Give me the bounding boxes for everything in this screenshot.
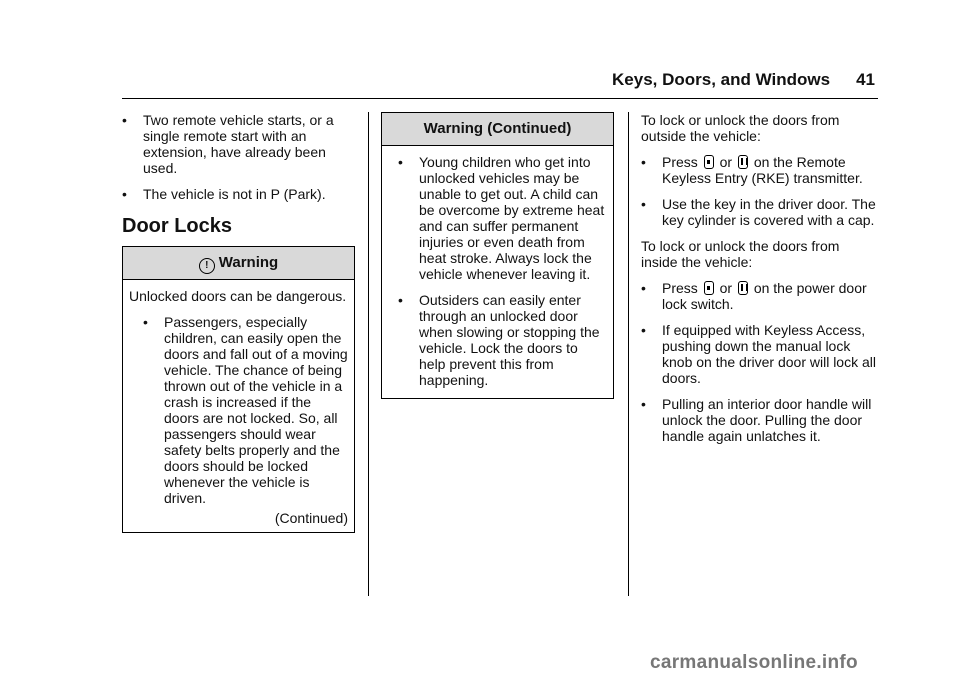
- press-label: Press: [662, 154, 698, 170]
- warning-header: [123, 247, 354, 280]
- bullet-mark: •: [641, 322, 646, 338]
- warning-icon: !: [199, 258, 215, 274]
- bullet-mark: •: [398, 154, 403, 170]
- warning-body: [382, 146, 613, 398]
- bullet-mark: •: [122, 186, 127, 202]
- unlock-icon: [738, 155, 748, 169]
- list-item: [641, 322, 879, 386]
- warning-intro: Unlocked doors can be dangerous.: [129, 288, 347, 304]
- warning-box: [122, 246, 355, 533]
- list-item-text: Outsiders can easily enter through an unlocked door when slowing or stopping the vehicle. Lock the doors to help prevent this from happening.: [419, 292, 600, 388]
- lock-icon: [704, 281, 714, 295]
- list-item: [641, 196, 879, 228]
- list-item: [122, 186, 355, 202]
- list-item-text: The vehicle is not in P (Park).: [143, 186, 326, 202]
- lock-icon: [704, 155, 714, 169]
- bullet-mark: •: [143, 314, 148, 330]
- or-label: or: [719, 154, 733, 170]
- list-item-text: Passengers, especially children, can easily open the doors and fall out of a moving vehicle. The chance of being thrown out of the vehicle in a crash is increased if the doors are not locked. So, all passengers should wear safety belts properly and the doors should be locked whenever the vehicle is driven.: [164, 314, 348, 506]
- warning-title: Warning: [218, 254, 279, 271]
- list-item: [641, 154, 879, 186]
- unlock-icon: [738, 281, 748, 295]
- bullet-mark: •: [641, 280, 646, 296]
- list-item-text: Young children who get into unlocked vehicles may be unable to get out. A child can be overcome by extreme heat and can suffer permanent injuries or even death from heat stroke. Always lock the vehicle whenever leaving it.: [419, 154, 605, 282]
- warning-box-continued: [381, 112, 614, 399]
- list-item-text: on the Remote Keyless Entry (RKE) transmitter.: [662, 154, 863, 186]
- list-item-text: If equipped with Keyless Access, pushing down the manual lock knob on the driver door will lock all doors.: [662, 322, 876, 386]
- column-divider-2: [628, 112, 629, 596]
- list-item-text: Pulling an interior door handle will unlock the door. Pulling the door handle again unlatches it.: [662, 396, 872, 444]
- bullet-mark: •: [641, 196, 646, 212]
- page-number: 41: [856, 70, 875, 89]
- bullet-mark: •: [641, 154, 646, 170]
- heading-door-locks: Door Locks: [122, 215, 233, 237]
- list-item: [398, 292, 607, 388]
- list-item: [398, 154, 607, 282]
- warning-header: Warning (Continued): [382, 113, 613, 146]
- warning-body: [123, 280, 354, 532]
- section-title: Keys, Doors, and Windows: [612, 70, 831, 89]
- bullet-mark: •: [398, 292, 403, 308]
- list-item: [641, 396, 879, 444]
- press-label: Press: [662, 280, 698, 296]
- column-1: [122, 112, 355, 533]
- list-item: [122, 112, 355, 176]
- paragraph: To lock or unlock the doors from inside the vehicle:: [641, 238, 840, 270]
- page-header: [0, 70, 875, 90]
- list-item-text: Two remote vehicle starts, or a single remote start with an extension, have already been used.: [143, 112, 334, 176]
- paragraph: To lock or unlock the doors from outside the vehicle:: [641, 112, 840, 144]
- list-item: [143, 314, 348, 506]
- list-item-text: Use the key in the driver door. The key cylinder is covered with a cap.: [662, 196, 876, 228]
- bullet-mark: •: [641, 396, 646, 412]
- bullet-mark: •: [122, 112, 127, 128]
- continued-label: (Continued): [274, 510, 348, 526]
- column-2: [381, 112, 614, 399]
- column-3: [641, 112, 879, 454]
- list-item: [641, 280, 879, 312]
- or-label: or: [719, 280, 733, 296]
- header-rule: [122, 98, 878, 99]
- watermark: carmanualsonline.info: [650, 652, 858, 673]
- list-item-text: on the power door lock switch.: [662, 280, 867, 312]
- column-divider-1: [368, 112, 369, 596]
